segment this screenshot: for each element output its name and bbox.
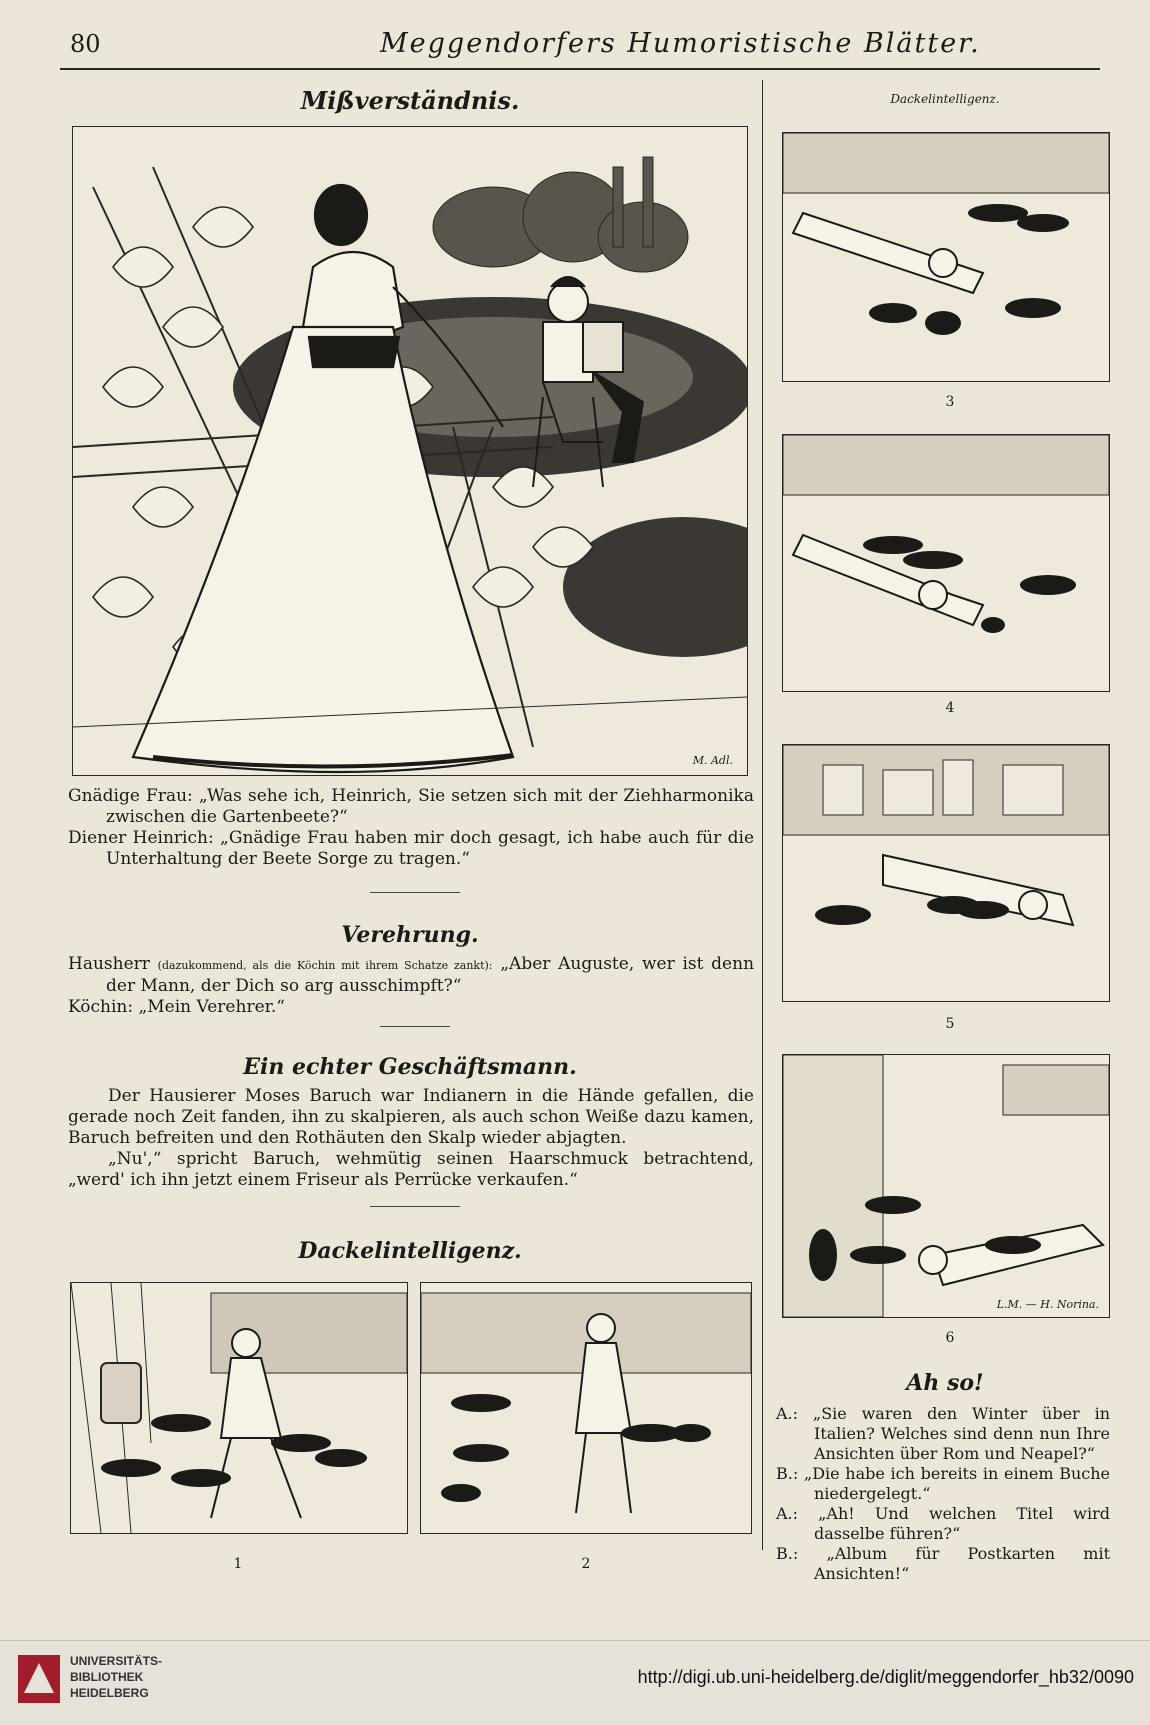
story-paragraph: „Nu',“ spricht Baruch, wehmütig seinen Haarschmuck betrachtend, „werd' ich ihn jetzt einem Friseur als Perrücke verkaufen.“ [68,1149,754,1190]
library-name [70,1653,162,1701]
comic-panel-1 [70,1282,408,1534]
dialog-line: Köchin: „Mein Verehrer.“ [68,997,285,1017]
comic-panel-4 [782,434,1110,692]
story-paragraph: Der Hausierer Moses Baruch war Indianern in die Hände gefallen, die gerade noch Zeit fanden, ihn zu skalpieren, als auch schon Weiße dazu kamen, Baruch befreiten und den Rothäuten den Skalp wieder abjagten. [68,1086,754,1148]
page-header [60,26,1100,66]
comic-panel-5 [782,744,1110,1002]
panel-number: 3 [945,394,955,410]
library-name-line: UNIVERSITÄTS- [70,1654,163,1668]
section-divider [370,1206,460,1207]
illustration-garden-scene [72,126,748,776]
library-name-line: HEIDELBERG [70,1686,149,1700]
panel-number: 5 [945,1016,955,1032]
panel-number: 6 [945,1330,955,1346]
dialog-verehrung [68,954,754,1018]
panel-number: 4 [945,700,955,716]
section-divider [380,1026,450,1027]
stage-direction: (dazukommend, als die Köchin mit ihrem Schatze zankt): [157,959,493,972]
column-rule [762,80,763,1550]
library-logo-icon [16,1653,62,1705]
comic-panel-3 [782,132,1110,382]
dialog-missverstaendnis [68,786,754,870]
speaker-name: Hausherr [68,954,150,974]
dialog-line: A.: „Ah! Und welchen Titel wird dasselbe führen?“ [776,1504,1110,1543]
side-title-dackelintelligenz: Dackelintelligenz. [890,92,1000,106]
section-divider [370,892,460,893]
dialog-line: Gnädige Frau: „Was sehe ich, Heinrich, Sie setzen sich mit der Ziehharmonika zwischen die Gartenbeete?“ [68,786,754,827]
dialog-line: B.: „Die habe ich bereits in einem Buche niedergelegt.“ [776,1464,1110,1503]
panel-signature: L.M. — H. Norina. [996,1298,1099,1311]
digitization-footer [0,1640,1150,1725]
dialog-line [68,954,754,997]
header-rule [60,68,1100,70]
article-title-missverstaendnis: Mißverständnis. [300,86,520,115]
illustration-signature: M. Adl. [692,754,733,767]
dialog-line: Diener Heinrich: „Gnädige Frau haben mir doch gesagt, ich habe auch für die Unterhaltung der Beete Sorge zu tragen.“ [68,828,754,869]
article-title-geschaeftsmann: Ein echter Geschäftsmann. [243,1054,577,1080]
panel-number: 2 [581,1556,591,1572]
dialog-ah-so [776,1404,1110,1584]
page-number: 80 [70,30,101,58]
permalink-url[interactable]: http://digi.ub.uni-heidelberg.de/diglit/meggendorfer_hb32/0090 [637,1667,1134,1687]
comic-panel-2 [420,1282,752,1534]
running-title: Meggendorfers Humoristische Blätter. [380,28,981,59]
library-name-line: BIBLIOTHEK [70,1670,144,1684]
panel-number: 1 [233,1556,243,1572]
article-title-ah-so: Ah so! [906,1370,984,1396]
article-title-dackelintelligenz: Dackelintelligenz. [298,1238,522,1264]
comic-panel-6 [782,1054,1110,1318]
dialog-line: B.: „Album für Postkarten mit Ansichten!“ [776,1544,1110,1583]
story-geschaeftsmann [68,1086,754,1191]
dialog-line: A.: „Sie waren den Winter über in Italien? Welches sind denn nun Ihre Ansichten über Rom und Neapel?“ [776,1404,1110,1463]
dialog-text: „Aber Auguste, wer ist denn der Mann, der Dich so arg ausschimpft?“ [106,954,755,996]
article-title-verehrung: Verehrung. [341,922,479,948]
